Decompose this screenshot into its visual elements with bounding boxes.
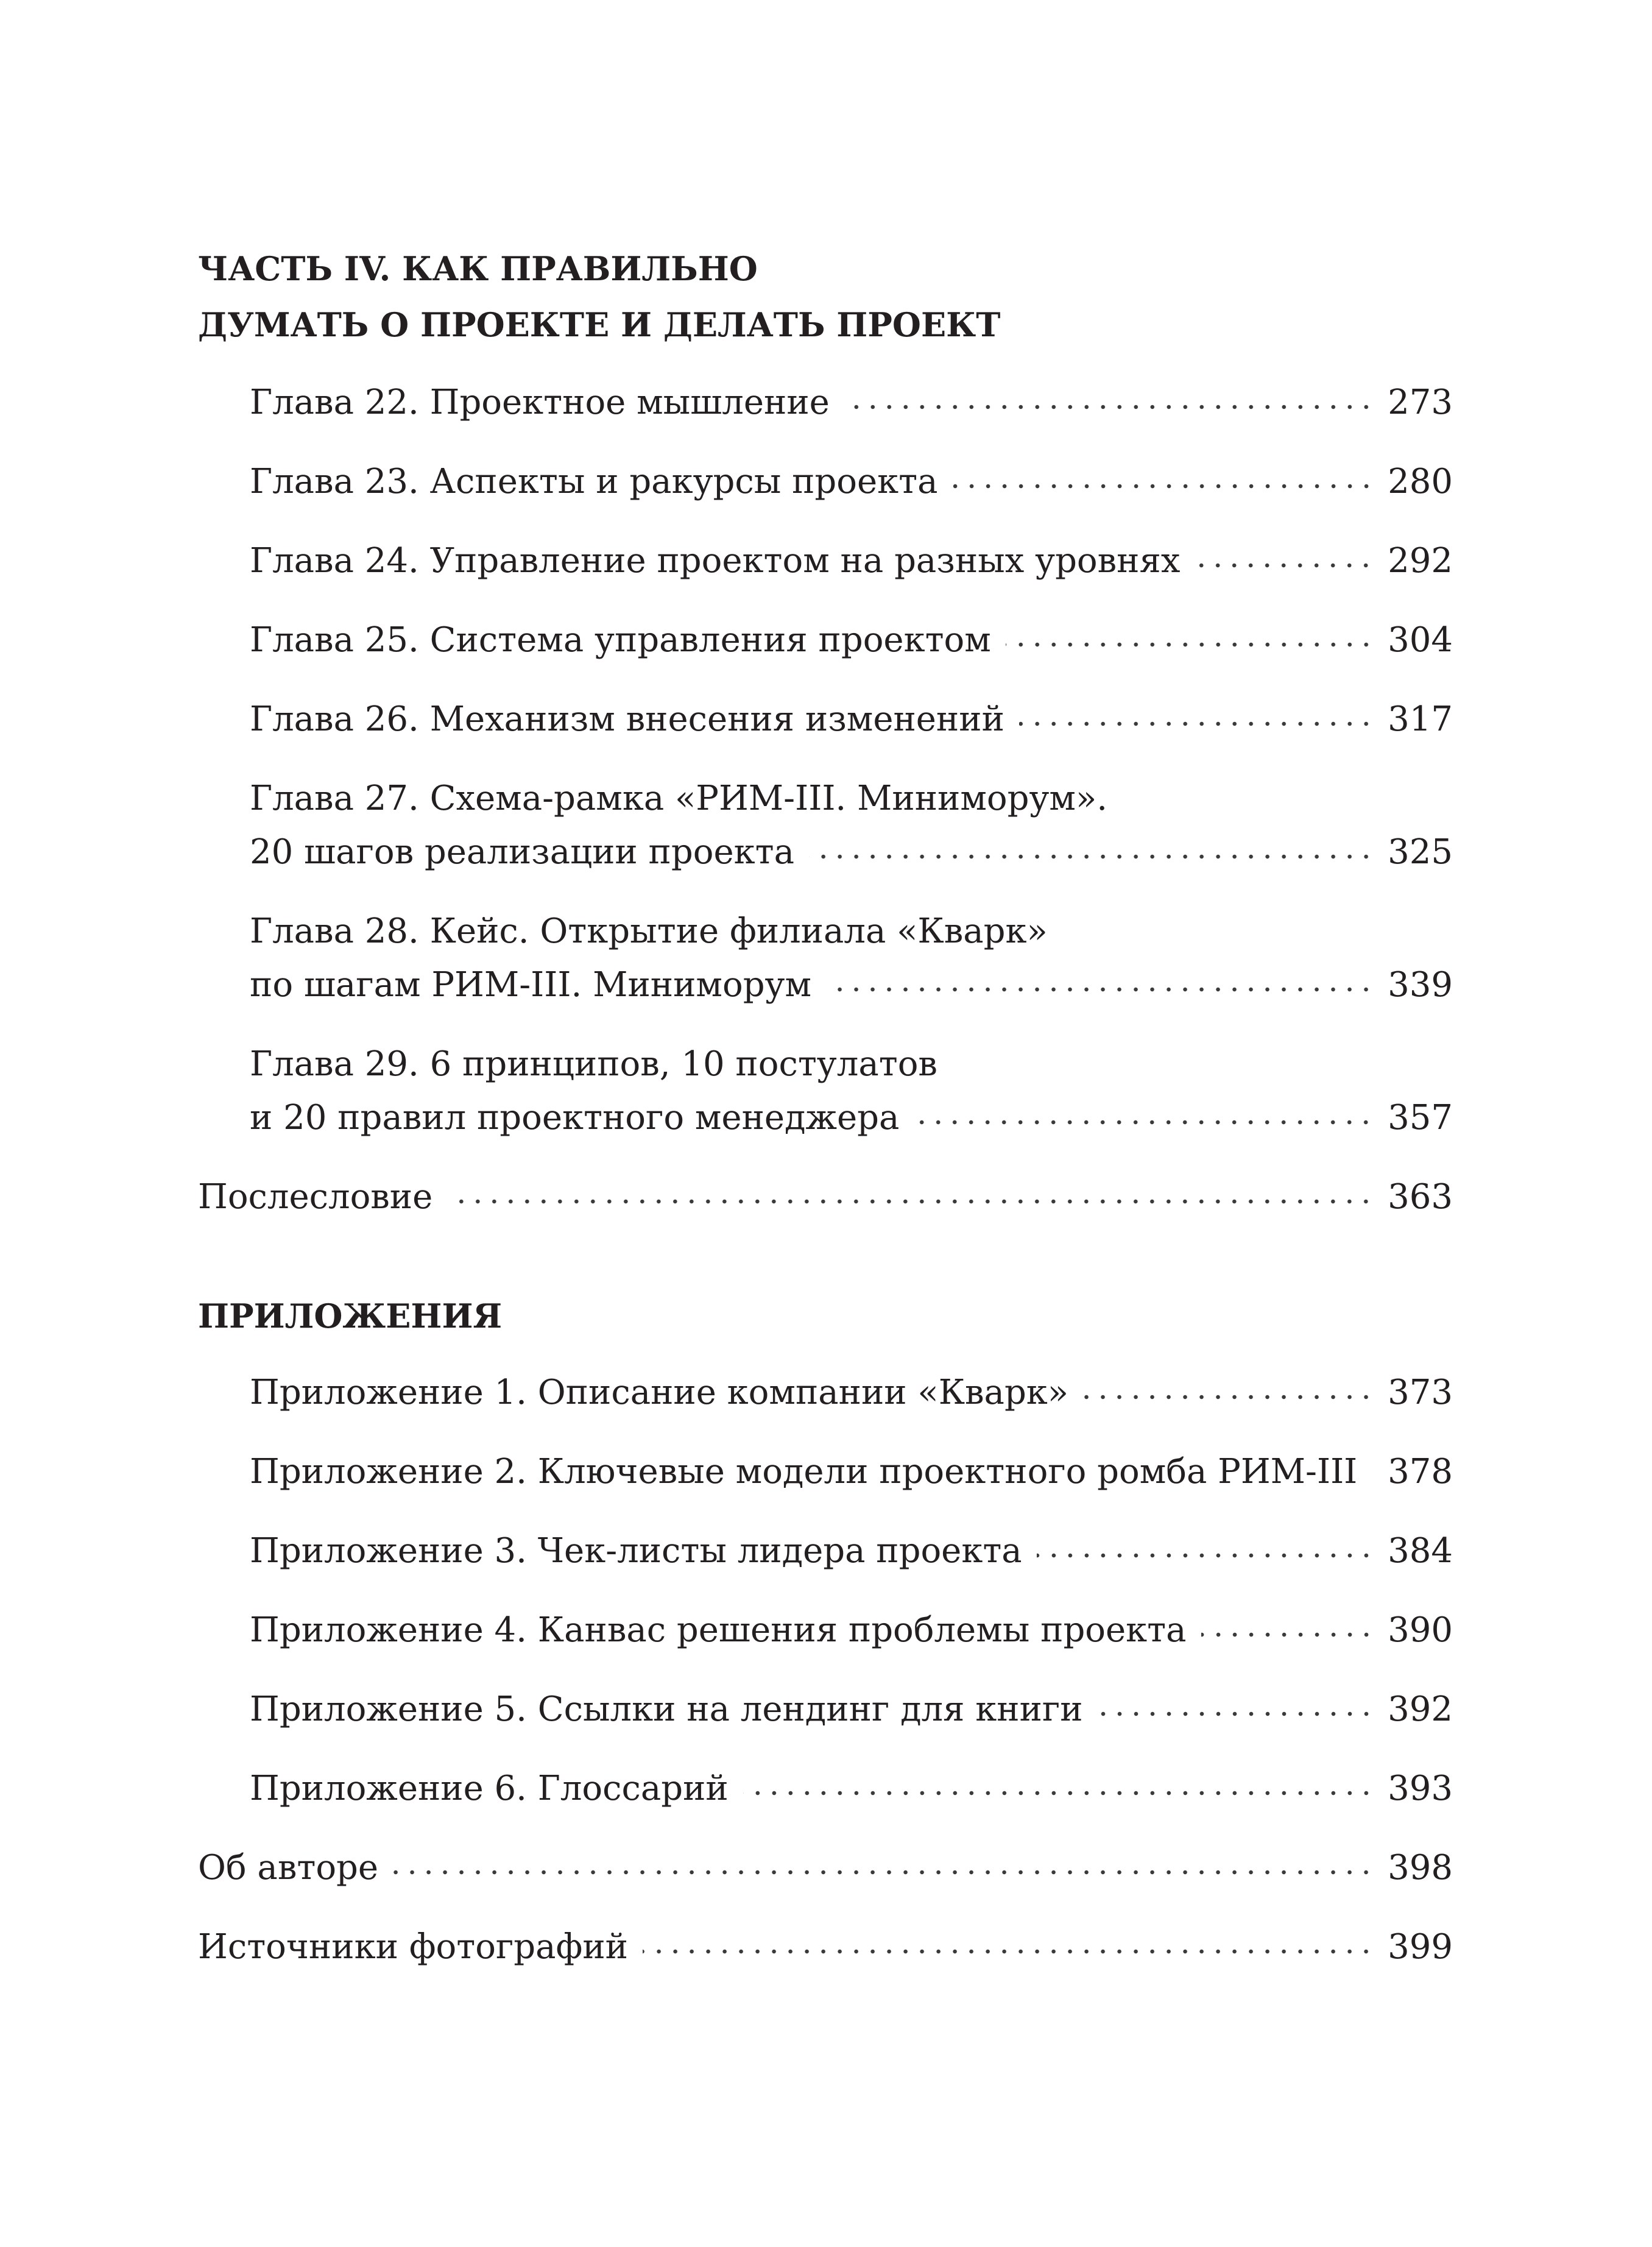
entry-title: Приложение 6. Глоссарий [250,1769,729,1808]
entry-page-number: 384 [1388,1531,1453,1571]
toc-entry-appendix-4[interactable] [198,1604,1453,1657]
entry-page-number: 363 [1388,1177,1453,1217]
toc-entry-photo-sources[interactable] [198,1920,1453,1974]
entry-page-number: 304 [1388,620,1453,660]
entry-title-line1: Глава 27. Схема-рамка «РИМ-III. Миниморум». [250,779,1108,818]
entry-title-line2: 20 шагов реализации проекта [250,832,794,872]
toc-entry-chapter-26[interactable] [198,693,1453,746]
dot-leader [914,1119,1374,1125]
entry-page-number: 390 [1388,1610,1453,1650]
entry-title-line2: по шагам РИМ-III. Миниморум [250,965,812,1005]
entry-title-line2: и 20 правил проектного менеджера [250,1098,900,1138]
entry-title: Послесловие [198,1177,433,1217]
entry-title: Приложение 2. Ключевые модели проектного ромба РИМ-III [250,1452,1358,1492]
entry-title: Глава 25. Система управления проектом [250,620,991,660]
dot-leader [844,404,1374,410]
entry-title: Источники фотографий [198,1927,628,1967]
entry-title: Приложение 3. Чек-листы лидера проекта [250,1531,1022,1571]
toc-entry-appendix-1[interactable] [198,1366,1453,1420]
toc-entry-chapter-22[interactable] [198,376,1453,430]
toc-entry-appendix-5[interactable] [198,1683,1453,1736]
dot-leader [447,1198,1374,1205]
entry-page-number: 373 [1388,1373,1453,1412]
toc-entry-chapter-25[interactable] [198,614,1453,667]
entry-page-number: 357 [1388,1098,1453,1138]
table-of-contents [198,241,1453,2000]
toc-entry-about-author[interactable] [198,1841,1453,1895]
dot-leader [1006,642,1374,648]
entry-title: Глава 26. Механизм внесения изменений [250,699,1004,739]
entry-title: Приложение 1. Описание компании «Кварк» [250,1373,1069,1412]
entry-page-number: 392 [1388,1690,1453,1729]
entry-page-number: 393 [1388,1769,1453,1808]
dot-leader [393,1869,1374,1875]
entry-page-number: 317 [1388,699,1453,739]
entry-title: Глава 24. Управление проектом на разных уровнях [250,541,1181,581]
dot-leader [643,1948,1374,1955]
toc-entry-appendix-2[interactable] [198,1445,1453,1499]
entry-page-number: 280 [1388,462,1453,501]
entry-page-number: 292 [1388,541,1453,581]
entry-page-number: 398 [1388,1848,1453,1888]
toc-entry-afterword[interactable] [198,1170,1453,1224]
dot-leader [809,854,1374,860]
dot-leader [1037,1552,1374,1559]
entry-page-number: 339 [1388,965,1453,1005]
dot-leader [743,1790,1374,1796]
entry-title-line1: Глава 28. Кейс. Открытие филиала «Кварк» [250,911,1048,951]
dot-leader [1372,1473,1374,1479]
dot-leader [826,986,1374,993]
entry-page-number: 273 [1388,383,1453,422]
toc-entry-chapter-29[interactable] [198,1038,1453,1145]
toc-entry-chapter-28[interactable] [198,905,1453,1012]
part-iv-heading-line2: ДУМАТЬ О ПРОЕКТЕ И ДЕЛАТЬ ПРОЕКТ [198,305,1001,344]
dot-leader [1195,562,1374,568]
part-iv-heading [198,241,1453,353]
entry-title: Приложение 5. Ссылки на лендинг для книги [250,1690,1083,1729]
appendices-heading: ПРИЛОЖЕНИЯ [198,1297,503,1336]
entry-page-number: 399 [1388,1927,1453,1967]
dot-leader [953,483,1375,489]
entry-title: Об авторе [198,1848,379,1888]
toc-entry-chapter-24[interactable] [198,534,1453,588]
part-iv-heading-line1: ЧАСТЬ IV. КАК ПРАВИЛЬНО [198,249,758,288]
dot-leader [1019,721,1374,727]
dot-leader [1201,1632,1375,1638]
entry-title: Приложение 4. Канвас решения проблемы проекта [250,1610,1187,1650]
dot-leader [1098,1711,1375,1717]
entry-title-line1: Глава 29. 6 принципов, 10 постулатов [250,1044,937,1084]
toc-entry-appendix-6[interactable] [198,1762,1453,1816]
dot-leader [1083,1394,1374,1400]
entry-page-number: 378 [1388,1452,1453,1492]
entry-title: Глава 23. Аспекты и ракурсы проекта [250,462,938,501]
entry-title: Глава 22. Проектное мышление [250,383,830,422]
toc-entry-chapter-23[interactable] [198,455,1453,509]
entry-page-number: 325 [1388,832,1453,872]
toc-entry-chapter-27[interactable] [198,772,1453,879]
toc-entry-appendix-3[interactable] [198,1524,1453,1578]
